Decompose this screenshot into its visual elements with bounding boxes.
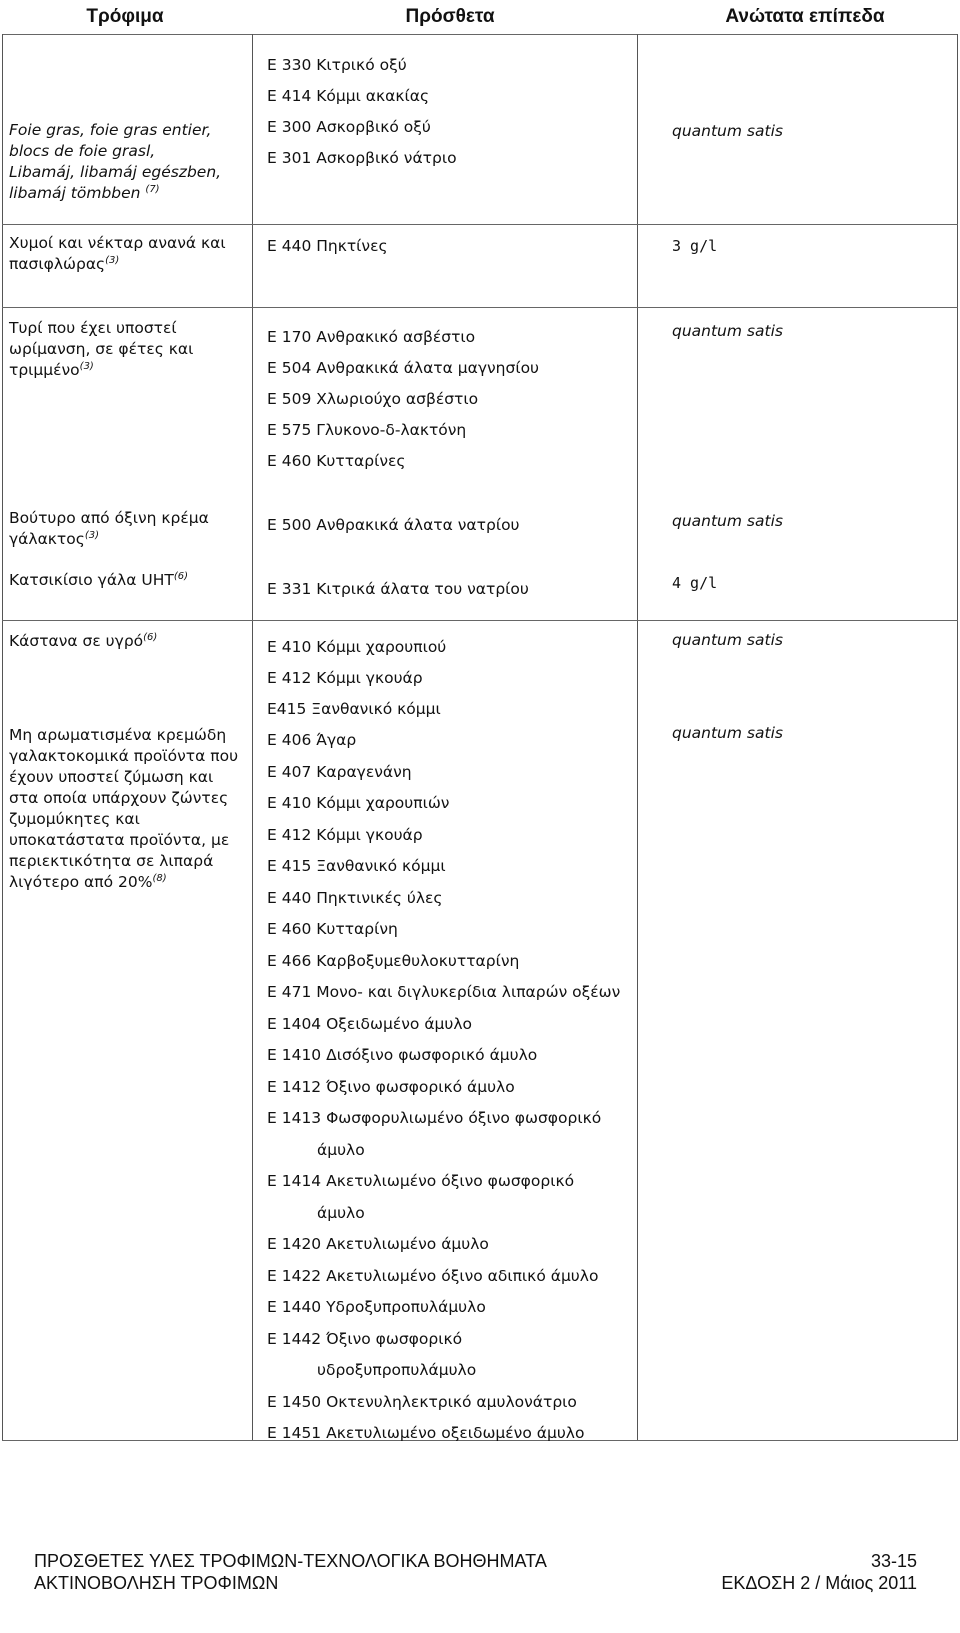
row-divider (2, 620, 958, 621)
food-butter: Βούτυρο από όξινη κρέμα γάλακτος$^{(3)}$ (9, 509, 209, 548)
food-juice: Χυμοί και νέκταρ ανανά και πασιφλώρας$^{(3)}$ (9, 234, 226, 273)
header-max-levels: Ανώτατα επίπεδα (725, 6, 885, 27)
food-dairy: Μη αρωματισμένα κρεμώδη γαλακτοκομικά προϊόντα που έχουν υποστεί ζύμωση και στα οποία υπάρχουν ζώντες ζυμομύκητες και υποκατάστατα προϊόντα, με περιεκτικότητα σε λιπαρά λιγότερο από 20%$^{(8)}$ (9, 726, 239, 891)
food-chestnuts: Κάστανα σε υγρό$^{(6)}$ (9, 632, 158, 650)
additive-butter: E 500 Ανθρακικά άλατα νατρίου (267, 516, 520, 534)
row-divider (2, 224, 958, 225)
level-chestnuts: quantum satis (672, 631, 783, 649)
header-additives: Πρόσθετα (405, 6, 495, 27)
column-divider (637, 34, 638, 1440)
divider (2, 34, 958, 35)
footer-title: ΠΡΟΣΘΕΤΕΣ ΥΛΕΣ ΤΡΟΦΙΜΩΝ-ΤΕΧΝΟΛΟΓΙΚΑ ΒΟΗΘΗΜΑΤΑ (34, 1551, 547, 1571)
food-goat-milk: Κατσικίσιο γάλα UHT$^{(6)}$ (9, 571, 188, 589)
column-divider (2, 34, 3, 1440)
header-foods: Τρόφιμα (86, 6, 164, 27)
table-header (0, 0, 960, 32)
additives-dairy: E 406 Άγαρ E 407 Καραγενάνη E 410 Κόμμι χαρουπιών E 412 Κόμμι γκουάρ E 415 Ξανθανικό κόμμι E 440 Πηκτινικές ύλες E 460 Κυτταρίνη E 466 Καρβοξυμεθυλοκυτταρίνη E 471 Μονο- και διγλυκερίδια λιπαρών οξέων E 1404 Οξειδωμένο άμυλο E 1410 Δισόξινο φωσφορικό άμυλο E 1412 Όξινο φωσφορικό άμυλο E 1413 Φωσφορυλιωμένο όξινο φωσφορικό άμυλο E 1414 Ακετυλιωμένο όξινο φωσφορικό άμυλο E 1420 Ακετυλιωμένο άμυλο E 1422 Ακετυλιωμένο όξινο αδιπικό άμυλο E 1440 Υδροξυπροπυλάμυλο E 1442 Όξινο φωσφορικό υδροξυπροπυλάμυλο E 1450 Οκτενυληλεκτρικό αμυλονάτριο E 1451 Ακετυλιωμένο οξειδωμένο άμυλο (267, 731, 621, 1442)
level-butter: quantum satis (672, 512, 783, 530)
food-cheese: Τυρί που έχει υποστεί ωρίμανση, σε φέτες και τριμμένο$^{(3)}$ (9, 319, 194, 379)
level-dairy: quantum satis (672, 724, 783, 742)
additives-chestnuts: E 410 Κόμμι χαρουπιού E 412 Κόμμι γκουάρ E415 Ξανθανικό κόμμι (267, 638, 447, 718)
food-foie-gras: Foie gras, foie gras entier, blocs de foie grasl, Libamáj, libamáj egészben, libamáj tömbben $^{(7)}$ (9, 121, 222, 202)
footer-edition: ΕΚΔΟΣΗ 2 / Μάιος 2011 (721, 1573, 917, 1593)
level-cheese: quantum satis (672, 322, 783, 340)
level-goat-milk: 4 g/l (672, 574, 718, 592)
footer-page-number: 33-15 (870, 1551, 917, 1571)
row-divider (2, 307, 958, 308)
column-divider (957, 34, 958, 1440)
additive-goat-milk: E 331 Κιτρικά άλατα του νατρίου (267, 580, 529, 598)
additive-juice: E 440 Πηκτίνες (267, 237, 388, 255)
level-juice: 3 g/l (672, 237, 718, 255)
footer-subtitle: ΑΚΤΙΝΟΒΟΛΗΣΗ ΤΡΟΦΙΜΩΝ (34, 1573, 279, 1593)
level-foie-gras: quantum satis (672, 122, 783, 140)
additives-foie-gras: E 330 Κιτρικό οξύ E 414 Κόμμι ακακίας E 300 Ασκορβικό οξύ E 301 Ασκορβικό νάτριο (267, 56, 457, 167)
additives-cheese: E 170 Ανθρακικό ασβέστιο E 504 Ανθρακικά άλατα μαγνησίου E 509 Χλωριούχο ασβέστιο E 575 Γλυκονο-δ-λακτόνη E 460 Κυτταρίνες (267, 328, 540, 470)
